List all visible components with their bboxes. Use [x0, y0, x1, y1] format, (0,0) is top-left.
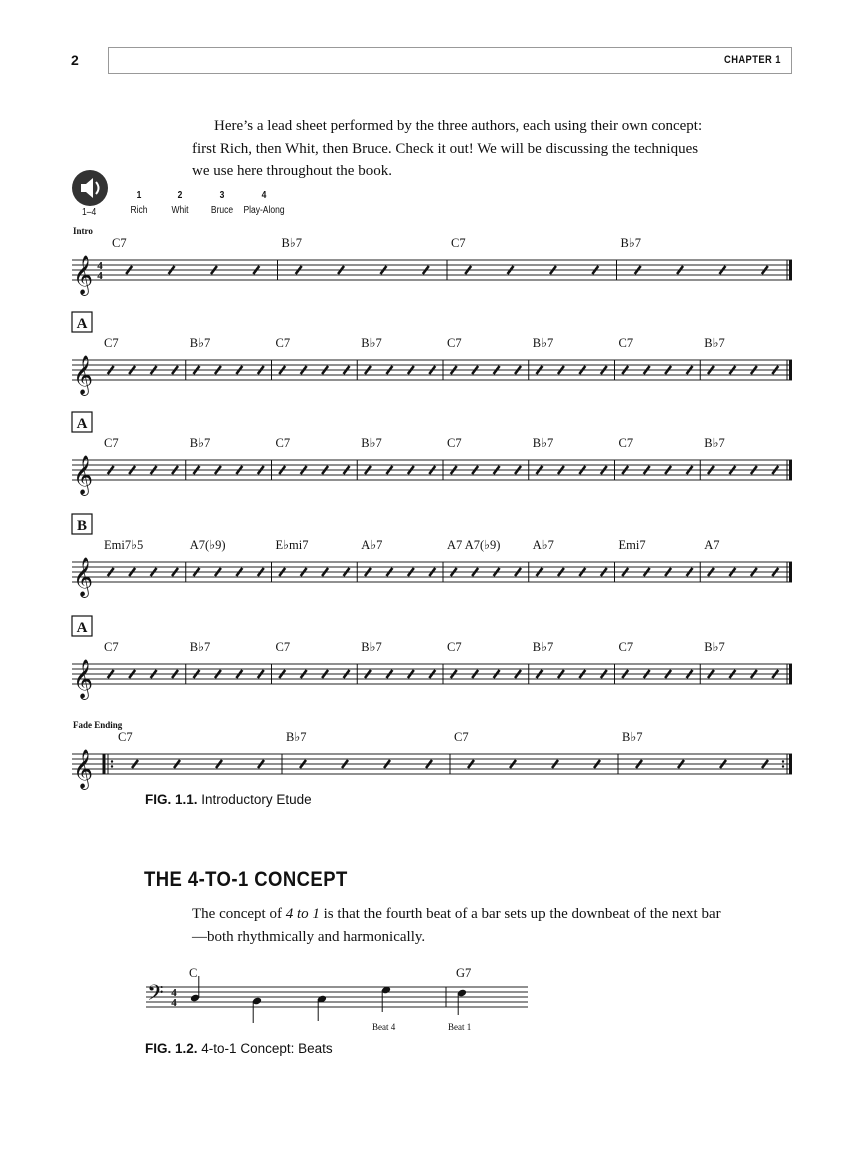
treble-clef-icon: 𝄞 [73, 255, 94, 295]
time-signature-bottom: 4 [171, 997, 177, 1009]
chord-symbol: Emi7 [618, 538, 646, 552]
chord-symbol: C [189, 966, 198, 980]
chord-symbol: B♭7 [286, 730, 307, 744]
repeat-dot [782, 760, 784, 762]
intro-text: Here’s a lead sheet performed by the three authors, each using their own concept: first Rich, then Whit, then Bruce. Check it out! We will be discussing the techniques we use here throughout the book. [192, 118, 703, 179]
rehearsal-mark: A [76, 416, 88, 432]
chord-symbol: C7 [104, 640, 119, 654]
concept-text: is that the fourth beat of a bar sets up the downbeat of the next bar—both rhythmically and harmonically. [192, 906, 721, 945]
chord-symbol: C7 [104, 436, 119, 450]
treble-clef-icon: 𝄞 [73, 659, 94, 699]
chord-symbol: B♭7 [620, 236, 641, 250]
treble-clef-icon: 𝄞 [73, 355, 94, 395]
chord-symbol: B♭7 [532, 436, 554, 450]
repeat-dot [111, 760, 113, 762]
audio-track-name: Rich [130, 205, 148, 216]
chord-symbol: G7 [456, 966, 472, 980]
chord-symbol: A7 A7(♭9) [447, 538, 501, 552]
audio-track-number: 4 [261, 190, 267, 201]
chord-symbol: C7 [104, 336, 119, 350]
chord-symbol: B♭7 [532, 640, 554, 654]
concept-paragraph [192, 903, 732, 948]
chord-symbol: A7(♭9) [189, 538, 226, 552]
chord-symbol: C7 [451, 236, 466, 250]
figure-title: Introductory Etude [201, 792, 312, 807]
audio-track-name: Play-Along [243, 205, 285, 216]
chord-symbol: C7 [275, 640, 291, 654]
chord-symbol: C7 [447, 640, 462, 654]
figure-number: FIG. 1.2. [145, 1041, 198, 1056]
figure-number: FIG. 1.1. [145, 792, 198, 807]
chord-symbol: B♭7 [532, 336, 554, 350]
chord-symbol: B♭7 [704, 640, 725, 654]
page-number: 2 [71, 52, 79, 68]
chord-symbol: A♭7 [361, 538, 383, 552]
chord-symbol: B♭7 [361, 640, 382, 654]
beat-label: Beat 1 [448, 1022, 472, 1032]
audio-track-range: 1–4 [82, 207, 97, 218]
chord-symbol: C7 [454, 730, 469, 744]
time-signature-top: 4 [97, 260, 103, 272]
figure-caption [145, 1041, 333, 1056]
section-label: Intro [73, 226, 93, 236]
section-label: Fade Ending [73, 720, 123, 730]
beat-label: Beat 4 [372, 1022, 396, 1032]
audio-track-number: 1 [136, 190, 142, 201]
time-signature-bottom: 4 [97, 270, 103, 282]
chord-symbol: B♭7 [622, 730, 643, 744]
treble-clef-icon: 𝄞 [73, 557, 94, 597]
chord-symbol: B♭7 [189, 436, 211, 450]
concept-emphasis: 4 to 1 [285, 906, 320, 922]
chord-symbol: B♭7 [361, 436, 382, 450]
figure-title: 4-to-1 Concept: Beats [201, 1041, 333, 1056]
chord-symbol: A♭7 [532, 538, 554, 552]
audio-track-number: 3 [219, 190, 225, 201]
rehearsal-mark: B [76, 518, 88, 534]
bass-clef-icon: 𝄢 [147, 981, 164, 1011]
chord-symbol: B♭7 [704, 436, 725, 450]
chord-symbol: B♭7 [704, 336, 725, 350]
time-signature-top: 4 [171, 987, 177, 999]
chord-symbol: B♭7 [281, 236, 302, 250]
figure-caption [145, 792, 312, 807]
chord-symbol: C7 [118, 730, 133, 744]
chord-symbol: C7 [275, 336, 291, 350]
chord-symbol: C7 [275, 436, 291, 450]
rehearsal-mark: A [76, 620, 88, 636]
treble-clef-icon: 𝄞 [73, 455, 94, 495]
treble-clef-icon: 𝄞 [73, 749, 94, 789]
repeat-dot [782, 765, 784, 767]
section-heading: THE 4-TO-1 CONCEPT [144, 868, 348, 891]
chord-symbol: E♭mi7 [275, 538, 309, 552]
rehearsal-mark: A [76, 316, 88, 332]
chord-symbol: B♭7 [189, 336, 211, 350]
chord-symbol: A7 [704, 538, 720, 552]
chord-symbol: B♭7 [361, 336, 382, 350]
repeat-dot [111, 765, 113, 767]
chord-symbol: B♭7 [189, 640, 211, 654]
concept-text: The concept of [192, 906, 286, 922]
chord-symbol: C7 [447, 336, 462, 350]
chord-symbol: Emi7♭5 [104, 538, 144, 552]
chord-symbol: C7 [618, 336, 634, 350]
audio-track-name: Bruce [210, 205, 234, 216]
audio-track-number: 2 [177, 190, 183, 201]
chord-symbol: C7 [447, 436, 462, 450]
audio-track-name: Whit [171, 205, 189, 216]
chapter-label: CHAPTER 1 [724, 54, 781, 66]
chord-symbol: C7 [618, 436, 634, 450]
chord-symbol: C7 [112, 236, 127, 250]
chord-symbol: C7 [618, 640, 634, 654]
